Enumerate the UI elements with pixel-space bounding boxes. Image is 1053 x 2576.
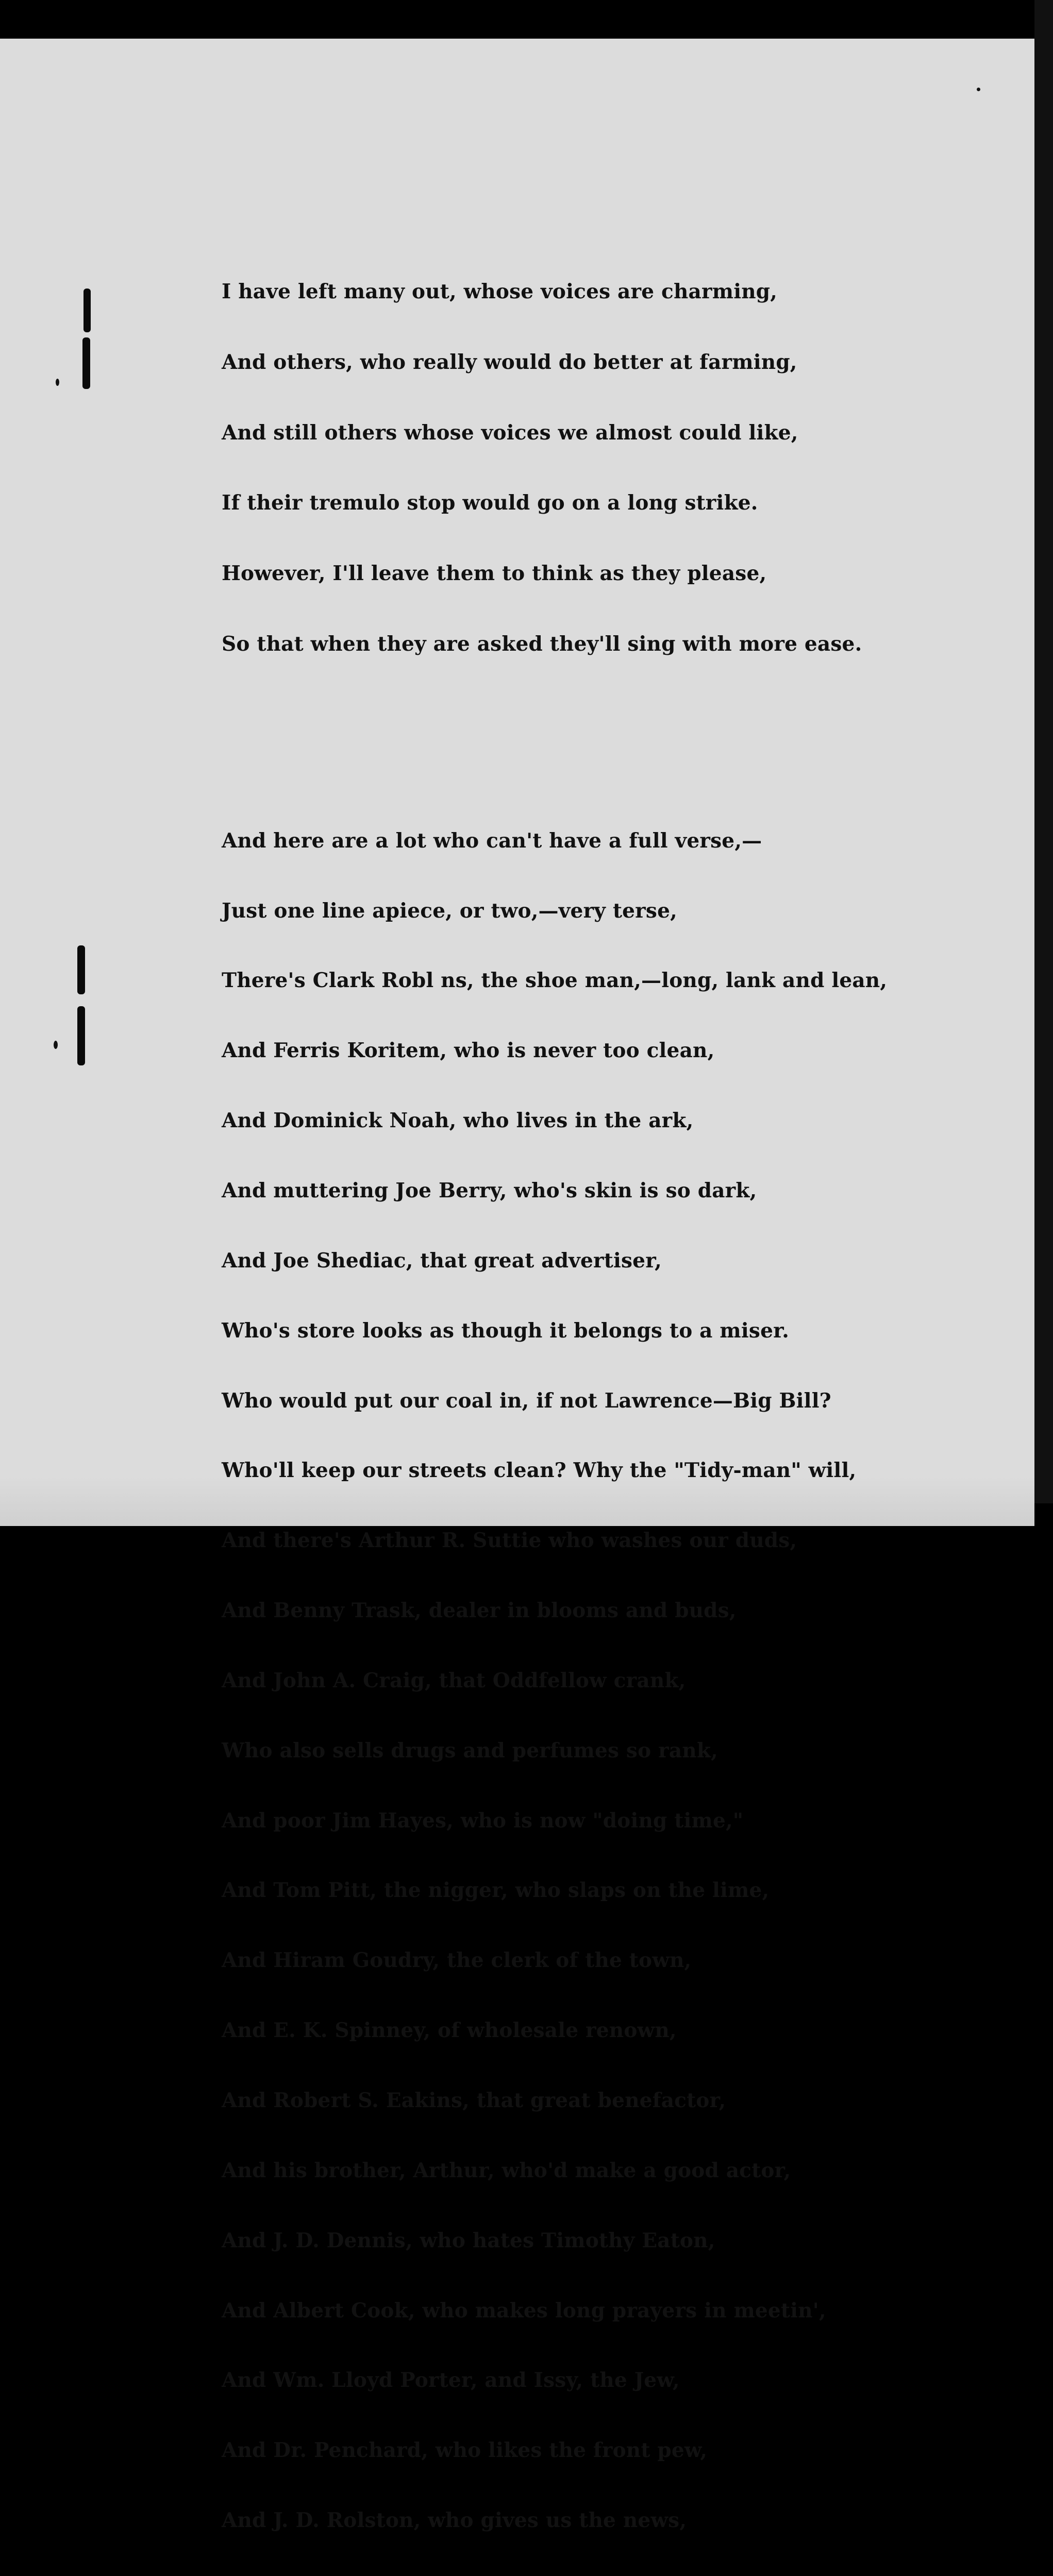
binding-mark-bottom-2 — [77, 1006, 85, 1065]
poem-line: And Wm. Lloyd Porter, and Issy, the Jew, — [222, 2368, 680, 2393]
binding-mark-bottom-1 — [77, 945, 85, 994]
poem-line: And here are a lot who can't have a full verse,— — [222, 828, 762, 853]
poem-line: And still others whose voices we almost could like, — [222, 420, 798, 445]
scan-edge-shadow — [1034, 0, 1053, 1503]
poem-line: So that when they are asked they'll sing with more ease. — [222, 632, 862, 656]
stanza-1 — [222, 233, 890, 703]
stanza-2 — [222, 783, 890, 2576]
poem-line: And J. D. Rolston, who gives us the news, — [222, 2509, 687, 2533]
poem-line: And his brother, Arthur, who'd make a good actor, — [222, 2158, 791, 2182]
poem-line: Just one line apiece, or two,—very terse, — [222, 899, 677, 923]
poem-line: And Ferris Koritem, who is never too clean, — [222, 1039, 715, 1063]
poem-line: Who also sells drugs and perfumes so rank, — [222, 1738, 718, 1762]
binding-mark-top-1 — [83, 289, 91, 332]
poem-line: I have left many out, whose voices are charming, — [222, 280, 778, 303]
poem-line: And Joe Shediac, that great advertiser, — [222, 1248, 662, 1273]
poem-line: Who'll keep our streets clean? Why the "Tidy-man" will, — [222, 1459, 857, 1483]
poem-line: And Dr. Penchard, who likes the front pew, — [222, 2438, 708, 2463]
binding-mark-top-2 — [82, 337, 90, 389]
speck-bottom — [54, 1041, 58, 1049]
poem-line: And Dominick Noah, who lives in the ark, — [222, 1109, 694, 1133]
poem-line: And J. D. Dennis, who hates Timothy Eaton, — [222, 2228, 715, 2252]
poem-line: And John A. Craig, that Oddfellow crank, — [222, 1668, 686, 1692]
poem-line: And Hiram Goudry, the clerk of the town, — [222, 1948, 692, 1973]
poem-line: And Albert Cook, who makes long prayers in meetin', — [222, 2298, 826, 2323]
poem-line: Who would put our coal in, if not Lawrence—Big Bill? — [222, 1388, 831, 1413]
poem-line: There's Clark Robl ns, the shoe man,—long, lank and lean, — [222, 969, 888, 993]
poem-line: And there's Arthur R. Suttie who washes our duds, — [222, 1529, 797, 1553]
poem-line: Who's store looks as though it belongs to a miser. — [222, 1318, 790, 1343]
poem-line: And Benny Trask, dealer in blooms and buds, — [222, 1599, 737, 1623]
poem-line: And Tom Pitt, the nigger, who slaps on the lime, — [222, 1878, 770, 1903]
poem-text — [222, 185, 890, 2576]
poem-line: However, I'll leave them to think as they please, — [222, 562, 767, 586]
poem-line: And Robert S. Eakins, that great benefactor, — [222, 2088, 726, 2112]
poem-line: And E. K. Spinney, of wholesale renown, — [222, 2019, 677, 2043]
speck-top — [56, 379, 59, 386]
poem-line: And poor Jim Hayes, who is now "doing time," — [222, 1808, 744, 1833]
poem-line: And others, who really would do better at farming, — [222, 350, 797, 374]
speck-corner — [977, 88, 980, 91]
document-page — [0, 39, 1034, 2533]
poem-line: If their tremulo stop would go on a long strike. — [222, 491, 758, 515]
poem-line: And muttering Joe Berry, who's skin is so dark, — [222, 1179, 757, 1202]
